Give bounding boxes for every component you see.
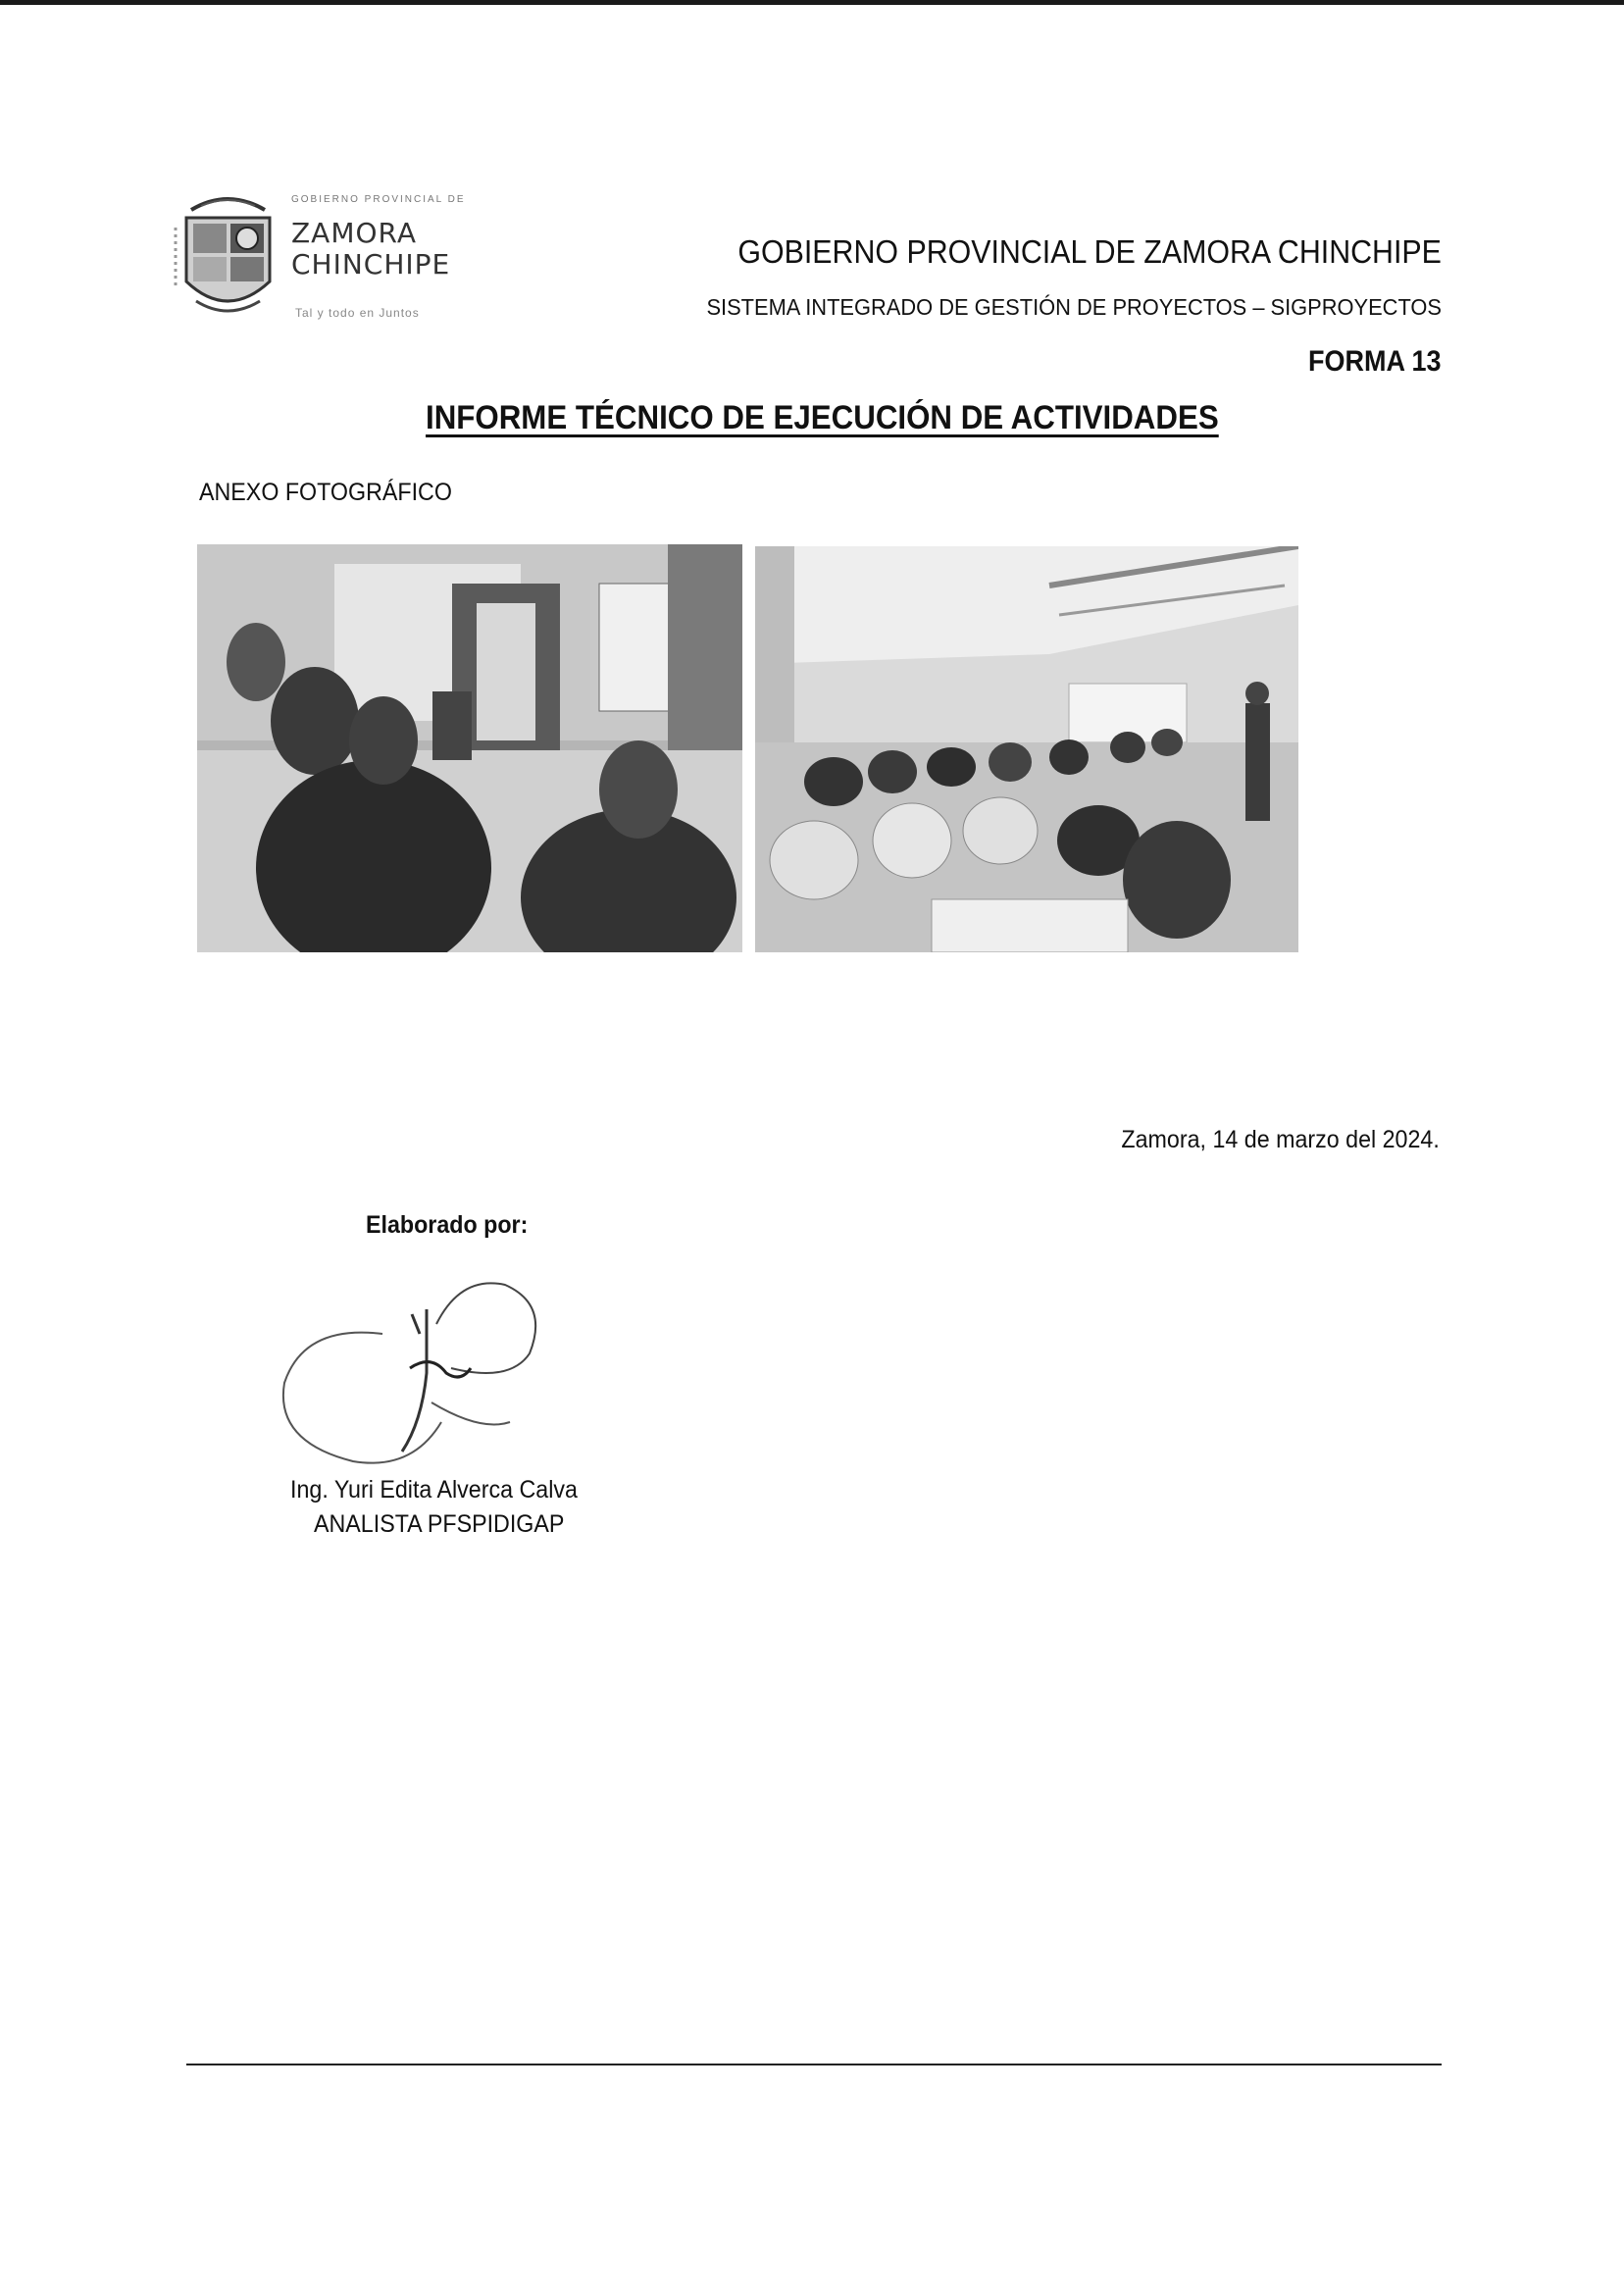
annex-photo-2 [755,546,1298,952]
provincial-logo [172,188,466,335]
logo-small-text: GOBIERNO PROVINCIAL DE [291,194,466,205]
handwritten-signature [265,1275,559,1481]
prepared-by-label: Elaborado por: [366,1211,529,1239]
coat-of-arms-icon [172,188,284,326]
document-date: Zamora, 14 de marzo del 2024. [1121,1126,1440,1153]
signer-role: ANALISTA PFSPIDIGAP [314,1510,565,1538]
logo-wordmark [291,218,450,280]
report-title: INFORME TÉCNICO DE EJECUCIÓN DE ACTIVIDADES [426,399,1219,436]
form-label: FORMA 13 [1308,345,1442,378]
system-title: SISTEMA INTEGRADO DE GESTIÓN DE PROYECTOS – SIGPROYECTOS [706,294,1442,320]
annex-label: ANEXO FOTOGRÁFICO [199,479,452,506]
logo-motto: Tal y todo en Juntos [295,306,420,320]
scan-top-border [0,0,1624,5]
logo-line-1: ZAMORA [291,217,418,249]
signer-name: Ing. Yuri Edita Alverca Calva [290,1476,578,1504]
government-title: GOBIERNO PROVINCIAL DE ZAMORA CHINCHIPE [737,233,1442,270]
logo-line-2: CHINCHIPE [291,248,451,280]
annex-photo-1 [197,544,742,952]
footer-divider [186,2064,1442,2065]
